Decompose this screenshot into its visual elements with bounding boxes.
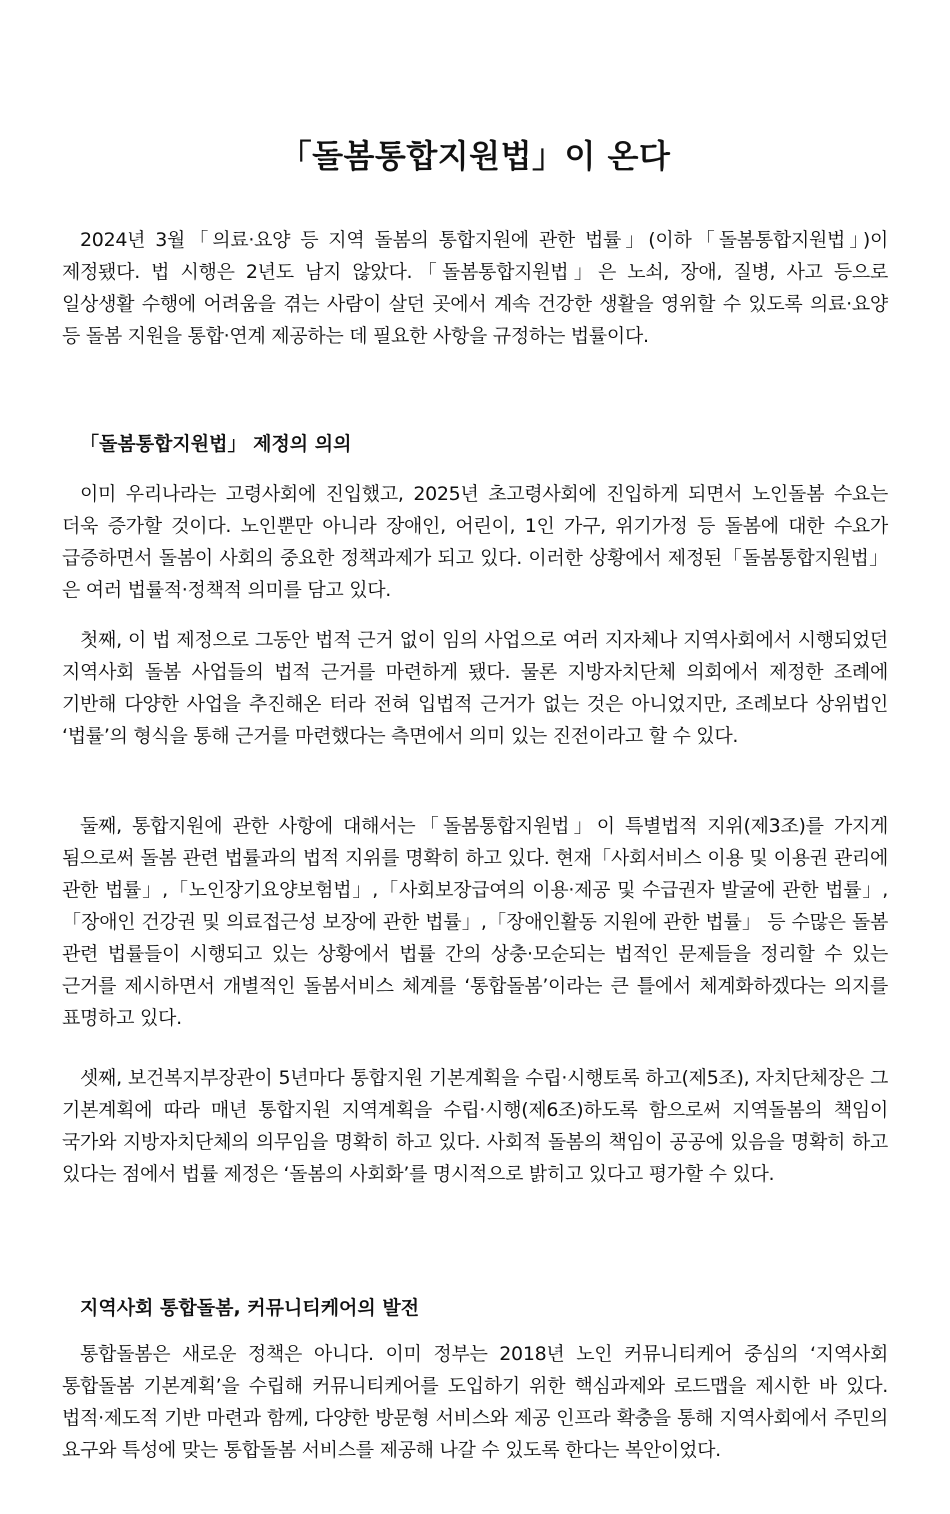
section-heading-significance: 「돌봄통합지원법」 제정의 의의: [80, 433, 352, 455]
section-heading-community-care: 지역사회 통합돌봄, 커뮤니티케어의 발전: [80, 1297, 420, 1319]
body-paragraph: 이미 우리나라는 고령사회에 진입했고, 2025년 초고령사회에 진입하게 되면서 노인돌봄 수요는 더욱 증가할 것이다. 노인뿐만 아니라 장애인, 어린이, 1인 가구, 위기가정 등 돌봄에 대한 수요가 급증하면서 돌봄이 사회의 중요한 정책과제가 되고 있다. 이러한 상황에서 제정된「돌봄통합지원법」은 여러 법률적·정책적 의미를 담고 있다.: [62, 483, 888, 601]
body-paragraph: 둘째, 통합지원에 관한 사항에 대해서는「돌봄통합지원법」이 특별법적 지위(제3조)를 가지게 됨으로써 돌봄 관련 법률과의 법적 지위를 명확히 하고 있다. 현재「사회서비스 이용 및 이용권 관리에 관한 법률」,「노인장기요양보험법」,「사회보장급여의 이용·제공 및 수급권자 발굴에 관한 법률」,「장애인 건강권 및 의료접근성 보장에 관한 법률」,「장애인활동 지원에 관한 법률」 등 수많은 돌봄 관련 법률들이 시행되고 있는 상황에서 법률 간의 상충·모순되는 법적인 문제들을 정리할 수 있는 근거를 제시하면서 개별적인 돌봄서비스 체계를 ‘통합돌봄’이라는 큰 틀에서 체계화하겠다는 의지를 표명하고 있다.: [62, 815, 888, 1029]
body-paragraph: 첫째, 이 법 제정으로 그동안 법적 근거 없이 임의 사업으로 여러 지자체나 지역사회에서 시행되었던 지역사회 돌봄 사업들의 법적 근거를 마련하게 됐다. 물론 지방자치단체 의회에서 제정한 조례에 기반해 다양한 사업을 추진해온 터라 전혀 입법적 근거가 없는 것은 아니었지만, 조례보다 상위법인 ‘법률’의 형식을 통해 근거를 마련했다는 측면에서 의미 있는 진전이라고 할 수 있다.: [62, 629, 888, 747]
body-paragraph: 셋째, 보건복지부장관이 5년마다 통합지원 기본계획을 수립·시행토록 하고(제5조), 자치단체장은 그 기본계획에 따라 매년 통합지원 지역계획을 수립·시행(제6조)하도록 함으로써 지역돌봄의 책임이 국가와 지방자치단체의 의무임을 명확히 하고 있다. 사회적 돌봄의 책임이 공공에 있음을 명확히 하고 있다는 점에서 법률 제정은 ‘돌봄의 사회화’를 명시적으로 밝히고 있다고 평가할 수 있다.: [62, 1067, 888, 1185]
document-title: 「돌봄통합지원법」이 온다: [279, 137, 671, 175]
intro-paragraph: 2024년 3월「의료·요양 등 지역 돌봄의 통합지원에 관한 법률」(이하「돌봄통합지원법」)이 제정됐다. 법 시행은 2년도 남지 않았다.「돌봄통합지원법」은 노쇠, 장애, 질병, 사고 등으로 일상생활 수행에 어려움을 겪는 사람이 살던 곳에서 계속 건강한 생활을 영위할 수 있도록 의료·요양 등 돌봄 지원을 통합·연계 제공하는 데 필요한 사항을 규정하는 법률이다.: [62, 229, 888, 347]
body-paragraph: 통합돌봄은 새로운 정책은 아니다. 이미 정부는 2018년 노인 커뮤니티케어 중심의 ‘지역사회 통합돌봄 기본계획’을 수립해 커뮤니티케어를 도입하기 위한 핵심과제와 로드맵을 제시한 바 있다. 법적·제도적 기반 마련과 함께, 다양한 방문형 서비스와 제공 인프라 확충을 통해 지역사회에서 주민의 요구와 특성에 맞는 통합돌봄 서비스를 제공해 나갈 수 있도록 한다는 복안이었다.: [62, 1343, 888, 1461]
